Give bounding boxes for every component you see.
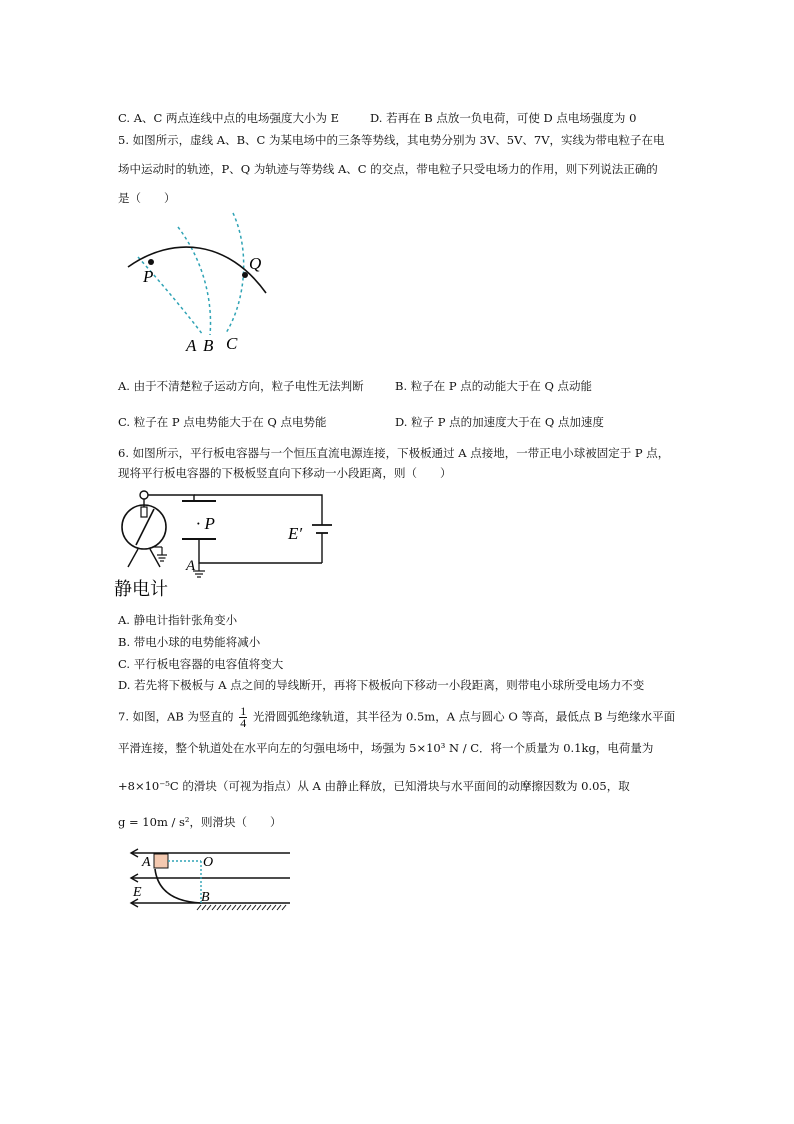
q4-option-c: C. A、C 两点连线中点的电场强度大小为 E — [118, 111, 340, 125]
equipotential-b — [178, 227, 211, 335]
point-q — [242, 272, 248, 278]
q7-stem-line1-post: 光滑圆弧绝缘轨道，其半径为 0.5m，A 点与圆心 O 等高，最低点 B 与绝缘水平面 — [252, 709, 676, 724]
q5-option-b: B. 粒子在 P 点的动能大于在 Q 点动能 — [395, 379, 593, 393]
q7-stem-line1-pre: 7. 如图，AB 为竖直的 — [118, 709, 234, 724]
label-p: P — [143, 267, 154, 286]
label-a: A — [186, 336, 197, 355]
point-p — [148, 259, 154, 265]
q7-stem-line3: +8×10⁻⁵C 的滑块（可视为指点）从 A 由静止释放，已知滑块与水平面间的动摩擦因数为 0.05，取 — [118, 779, 630, 793]
label-b: B — [203, 336, 214, 355]
label-c: C — [226, 334, 238, 353]
quarter-fraction — [239, 706, 247, 729]
q5-figure — [118, 205, 278, 355]
q7-stem-line4: g = 10m / s²，则滑块（ ） — [118, 815, 282, 829]
point-p-label: · P — [196, 514, 215, 533]
q6-option-d: D. 若先将下极板与 A 点之间的导线断开，再将下极板向下移动一小段距离，则带电小球所受电场力不变 — [118, 678, 645, 692]
label-e: E — [133, 885, 142, 900]
q5-option-d: D. 粒子 P 点的加速度大于在 Q 点加速度 — [395, 415, 604, 429]
electroscope-terminal — [140, 491, 148, 499]
q7-stem-line2: 平滑连接，整个轨道处在水平向左的匀强电场中，场强为 5×10³ N / C．将一个质量为 0.1kg，电荷量为 — [118, 741, 654, 755]
q6-option-c: C. 平行板电容器的电容值将变大 — [118, 657, 284, 671]
arc-track — [155, 869, 201, 903]
label-q: Q — [249, 254, 262, 273]
q4-option-d: D. 若再在 B 点放一负电荷，可使 D 点电场强度为 0 — [370, 111, 637, 125]
q5-option-a: A. 由于不清楚粒子运动方向，粒子电性无法判断 — [118, 379, 364, 393]
q6-stem-line1: 6. 如图所示，平行板电容器与一个恒压直流电源连接，下极板通过 A 点接地，一带正电小球被固定于 P 点， — [118, 446, 670, 460]
ground-hatching — [197, 905, 286, 910]
q5-stem-line2: 场中运动时的轨迹，P、Q 为轨迹与等势线 A、C 的交点，带电粒子只受电场力的作用，则下列说法正确的 — [118, 162, 658, 176]
point-a-label: A — [186, 558, 196, 574]
q6-figure — [112, 485, 342, 600]
q7-figure — [125, 845, 300, 915]
q6-stem-line2: 现将平行板电容器的下极板竖直向下移动一小段距离，则（ ） — [118, 466, 452, 480]
fraction-denominator: 4 — [240, 716, 247, 730]
electroscope-needle — [136, 509, 154, 545]
equipotential-c — [226, 213, 244, 333]
q5-option-c: C. 粒子在 P 点电势能大于在 Q 点电势能 — [118, 415, 327, 429]
label-b: B — [201, 890, 210, 905]
q7-stem-line1 — [118, 706, 675, 729]
q5-stem-line3: 是（ ） — [118, 191, 176, 205]
electroscope-label: 静电计 — [114, 579, 168, 600]
electroscope-dial — [122, 505, 166, 549]
q6-option-a: A. 静电计指针张角变小 — [118, 613, 238, 627]
slider-block — [154, 854, 168, 868]
fraction-numerator: 1 — [240, 704, 247, 718]
label-a: A — [142, 855, 151, 870]
q6-option-b: B. 带电小球的电势能将减小 — [118, 635, 261, 649]
label-o: O — [203, 855, 214, 870]
q5-stem-line1: 5. 如图所示，虚线 A、B、C 为某电场中的三条等势线，其电势分别为 3V、5V、7V，实线为带电粒子在电 — [118, 133, 665, 147]
source-label: E′ — [288, 524, 303, 543]
